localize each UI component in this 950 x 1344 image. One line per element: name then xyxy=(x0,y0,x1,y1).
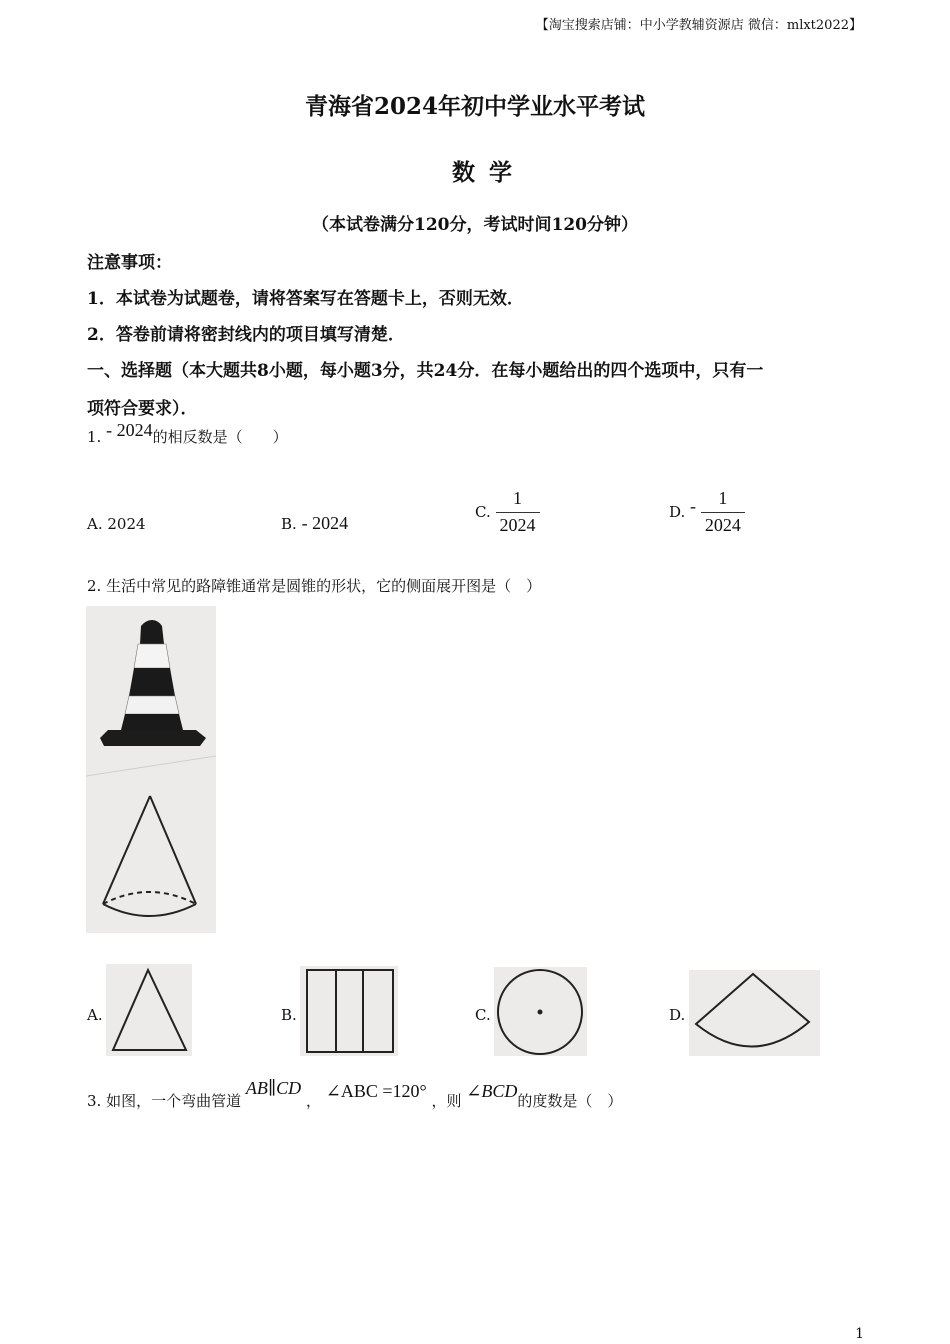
section-heading-line1: 一、选择题（本大题共8小题，每小题3分，共24分．在每小题给出的四个选项中，只有一 xyxy=(87,361,764,381)
question-1-expression: - 2024 xyxy=(106,420,153,440)
exam-title: 青海省2024年初中学业水平考试 xyxy=(304,93,645,120)
q2-option-d-figure[interactable] xyxy=(689,970,820,1056)
q1-option-a[interactable] xyxy=(87,515,146,533)
q2-option-c-figure[interactable] xyxy=(494,967,587,1056)
q2-option-a-label[interactable]: A. xyxy=(87,1006,103,1024)
q2-option-b-label[interactable]: B. xyxy=(281,1006,297,1024)
notice-item-2: 2．答卷前请将密封线内的项目填写清楚． xyxy=(87,325,405,345)
notice-heading: 注意事项： xyxy=(87,253,172,273)
question-1-stem: 的相反数是（ ） xyxy=(152,428,288,446)
target-angle: ∠BCD xyxy=(466,1081,518,1101)
option-label: A. xyxy=(87,515,103,533)
question-3-then: ，则 xyxy=(431,1092,462,1110)
traffic-cone-figure xyxy=(86,606,216,933)
option-value: 2024 xyxy=(107,515,146,533)
option-label: D. xyxy=(669,503,686,521)
condition-angle: ∠ABC =120° xyxy=(325,1081,427,1101)
question-1 xyxy=(87,420,288,447)
fraction-denominator: 2024 xyxy=(496,512,540,536)
score-line: （本试卷满分120分，考试时间120分钟） xyxy=(312,215,638,235)
question-3 xyxy=(87,1078,623,1111)
question-3-suffix: 的度数是（ ） xyxy=(517,1092,623,1110)
fraction-denominator: 2024 xyxy=(701,512,745,536)
header-note: 【淘宝搜索店铺：中小学教辅资源店 微信：mlxt2022】 xyxy=(535,18,862,33)
question-2-stem: 2. 生活中常见的路障锥通常是圆锥的形状，它的侧面展开图是（ ） xyxy=(87,577,542,595)
fraction xyxy=(701,488,745,536)
circle-figure xyxy=(494,967,587,1056)
triangle-figure xyxy=(106,964,192,1056)
fraction-numerator: 1 xyxy=(718,488,728,508)
minus-sign: - xyxy=(690,495,697,516)
q2-option-a-figure[interactable] xyxy=(106,964,192,1056)
fraction-numerator: 1 xyxy=(513,488,522,508)
q2-option-d-label[interactable]: D. xyxy=(669,1006,686,1024)
sector-figure xyxy=(689,970,820,1056)
option-label: B. xyxy=(281,515,297,533)
q2-option-b-figure[interactable] xyxy=(300,966,398,1056)
subject-title: 数学 xyxy=(452,159,526,186)
question-1-number: 1. xyxy=(87,428,102,446)
option-label: C. xyxy=(475,503,491,521)
page-number: 1 xyxy=(855,1326,864,1342)
notice-item-1: 1．本试卷为试题卷，请将答案写在答题卡上，否则无效． xyxy=(87,289,524,309)
option-value: - 2024 xyxy=(301,513,349,533)
q1-option-c[interactable] xyxy=(475,488,540,536)
question-3-prefix: 3. 如图，一个弯曲管道 xyxy=(87,1092,242,1110)
q1-option-b[interactable] xyxy=(281,513,348,534)
condition-parallel: AB∥CD xyxy=(245,1078,302,1098)
traffic-cone-illustration xyxy=(86,606,216,933)
rectangle-figure xyxy=(300,966,398,1056)
q1-option-d[interactable] xyxy=(669,488,745,536)
q2-option-c-label[interactable]: C. xyxy=(475,1006,491,1024)
question-3-comma: ， xyxy=(305,1092,321,1110)
section-heading-line2: 项符合要求）． xyxy=(87,399,198,419)
fraction xyxy=(496,488,540,536)
